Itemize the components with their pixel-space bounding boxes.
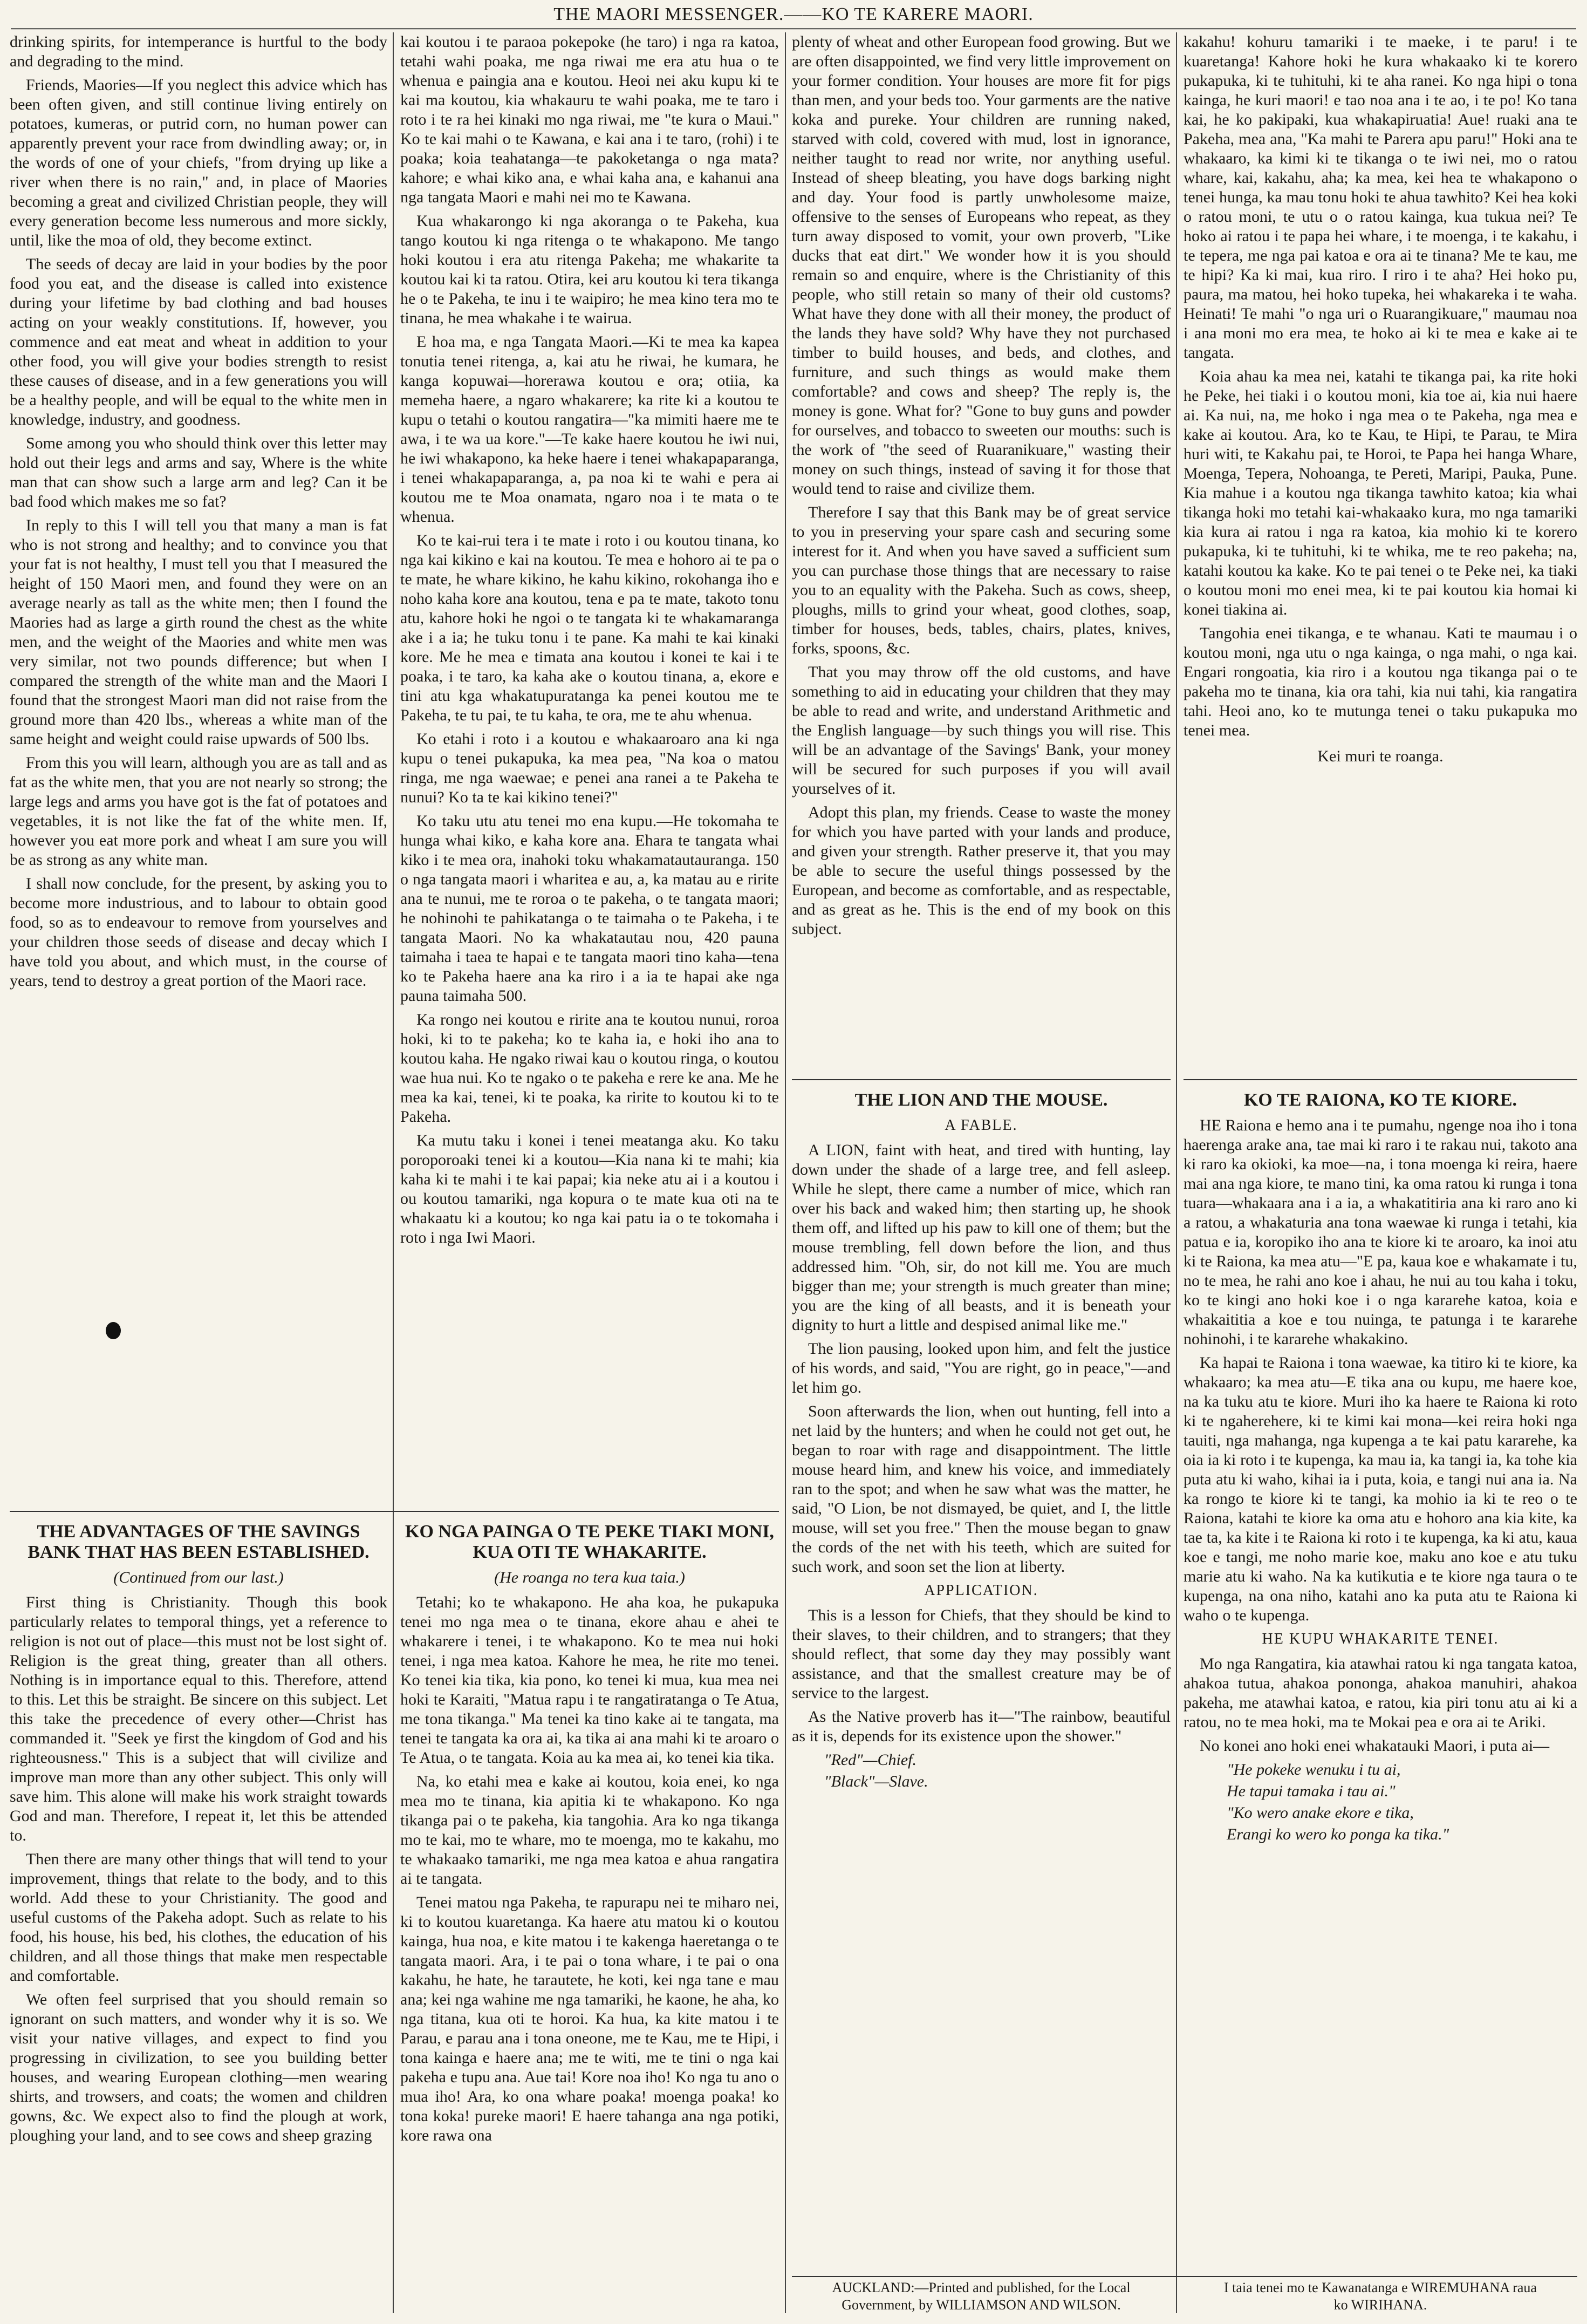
paragraph: Ko te kai-rui tera i te mate i roto i ou koutou tinana, ko nga kai kikino e kai na koutou. Te mea e hohoro ai te pa o te mate, he whare kikino, he kahu kikino, rokohanga iho e noho kaha kore ana koutou, tena e pa te mate, takoto tonu atu, kahore hoki he ngoi o te tangata ki te whakamaranga ake i a ia; he tuku tonu i te pane. Ka mahi te kai kinaki kore. Me he mea e timata ana koutou i konei te kai i te poaka, i te taro, ka kaha ake o koutou tinana, a, ekore e tini atu kga whakatupuratanga ka penei koutou me te Pakeha, te tu pai, te tu kaha, te ora, me te ahu whenua. (400, 531, 779, 724)
application-heading: APPLICATION. (924, 1582, 1038, 1599)
paragraph: Kua whakarongo ki nga akoranga o te Pakeha, kua tango koutou ki nga ritenga o te whakapono. Me tango hoki koutou i era atu ritenga Pakeha; me whakarite ta koutou kai ki ta ratou. Otira, kei aru koutou ki tera tikanga he o te Pakeha, te inu i te waipiro; he mea kino tera mo te tinana, he mea whakahe i te wairua. (400, 212, 779, 327)
paragraph: From this you will learn, although you are as tall and as fat as the white men, that you are not nearly so strong; the large legs and arms you have got is the fat of potatoes and vegetables, it is not like the fat of the white men. If, however you eat more pork and wheat I am sure you will be as strong as any white man. (10, 754, 387, 869)
article-title: KO NGA PAINGA O TE PEKE TIAKI MONI, KUA OTI TE WHAKARITE. (405, 1522, 774, 1562)
paragraph: No konei ano hoki enei whakatauki Maori, i puta ai— (1200, 1737, 1550, 1755)
section-rule (792, 1079, 1171, 1080)
paragraph: Ko taku utu atu tenei mo ena kupu.—He tokomaha te hunga whai kiko, e kaha kore ana. Ehara te tangata whai kiko i te mea ora, inahoki toku whakamatautauranga. 150 o nga tangata maori i wharitea e au, a, ka matau au e ririte ana te nunui, me te roroa o te pakeha, o te tangata maori; he nohinohi te pahikatanga o te taimaha o te Pakeha, i te tangata Maori. No ka whakatautau nou, 420 pauna taimaha i taea te hapai e te tangata maori tino kaha—tena ko te Pakeha haere ana ka riro i a ia te hapai ake nga pauna taimaha 500. (400, 812, 779, 1005)
proverb-line: "Ko wero anake ekore e tika, (1227, 1804, 1414, 1822)
proverb-line: "He pokeke wenuku i tu ai, (1227, 1761, 1401, 1778)
imprint-maori (1184, 2279, 1577, 2314)
paragraph: We often feel surprised that you should remain so ignorant on such matters, and wonder why it is so. We visit your native villages, and expect to find you progressing in civilization, to see you building better houses, and wearing European clothing—men wearing shirts, and trowsers, and coats; the women and children gowns, &c. We expect also to find the plough at work, ploughing your land, and to see cows and sheep grazing (10, 1991, 387, 2144)
fable-title: THE LION AND THE MOUSE. (854, 1090, 1108, 1110)
column-4-savings-bank-continued-maori (1184, 32, 1577, 771)
paragraph: Koia ahau ka mea nei, katahi te tikanga pai, ka rite hoki he Peke, hei tiaki i o koutou moni, kia toe ai, kia nui haere ai. Ka nui, na, me hoko i nga mea o te Pakeha, nga mea e kake ai koutou. Ara, ko te Kau, te Hipi, te Parau, te Mira huri witi, te Kakahu pai, te Horoi, te Papa hei hanga Whare, Moenga, Tepera, Nohoanga, te Pereti, Maripi, Pauka, Pune. Kia mahue i a koutou nga tikanga tawhito katoa; kia whai tikanga hoki mo tetahi kai-whakaako kura, mo nga tamariki kia kura ai ratou i nga ra katoa, kia mohio ki te korero pukapuka, ki te tuhituhi, ki te whika, me te reo pakeha; na, katahi koutou ka kake. Ko te pai tenei o te Peke nei, ka tiaki o koutou moni mo enei mea, ki te pai koutou kia homai ki konei tiakina ai. (1184, 367, 1577, 618)
imprint-english (792, 2279, 1171, 2314)
paragraph: I shall now conclude, for the present, by asking you to become more industrious, and to labour to obtain good food, so as to endeavour to remove from yourselves and your children those seeds of disease and decay which I have told you about, and which must, in the course of years, tend to destroy a great portion of the Maori race. (10, 875, 387, 990)
paragraph: Ka mutu taku i konei i tenei meatanga aku. Ko taku poroporoaki tenei ki a koutou—Kia nana ki te mahi; kia kaha ki te mahi i te kai papai; kia neke atu ai i a koutou i ou koutou tamariki, nga kopura o te mate kua oti na te whakaatu ki a koutou; ko nga kai patu ia o te tokomaha i roto i nga Iwi Maori. (400, 1132, 779, 1246)
fable-lion-and-mouse (792, 1085, 1171, 1794)
column-3-savings-bank-continued (792, 32, 1171, 943)
proverb-line: Erangi ko wero ko ponga ka tika." (1227, 1825, 1449, 1843)
section-rule (10, 1511, 779, 1512)
paragraph: Soon afterwards the lion, when out hunting, fell into a net laid by the hunters; and when he could not get out, he began to roar with rage and disappointment. The little mouse heard him, and knew his voice, and immediately ran to the spot; and when he saw what was the matter, he said, "O Lion, be not dismayed, be quiet, and I, the little mouse, will set you free." Then the mouse began to gnaw the cords of the net with his teeth, which are suited for such work, and soon set the lion at liberty. (792, 1402, 1171, 1576)
section-rule (1184, 1079, 1577, 1080)
paragraph: Ka rongo nei koutou e ririte ana te koutou nunui, roroa hoki, ki to te pakeha; ko te kaha ia, e hoki iho ana to koutou kaha. He ngako riwai kau o koutou ringa, o koutou wae hua nui. Ko te ngako o te pakeha e rere ke ana. Me he mea ka kai, tenei, ki te poaka, ka ririte to koutou ki to te Pakeha. (400, 1011, 779, 1126)
imprint-line: Government, by WILLIAMSON AND WILSON. (842, 2297, 1121, 2313)
paragraph: Ko etahi i roto i a koutou e whakaaroaro ana ki nga kupu o tenei pukapuka, ka mea pea, "Na koa o matou ringa, me nga waewae; e penei ana ranei a te Pakeha te nunui? Ko ta te kai kikino tenei?" (400, 730, 779, 806)
paragraph: plenty of wheat and other European food growing. But we are often disappointed, we find very little improvement on your former condition. Your houses are more fit for pigs than men, and your beds too. Your garments are the native koka and pureke. Your children are running naked, starved with cold, covered with mud, lost in ignorance, neither taught to read nor write, nor anything useful. Instead of sheep bleating, you have dogs barking night and day. Your food is partly unwholesome maize, offensive to the senses of Europeans who repeat, as they turn away disposed to vomit, your own proverb, "Like ducks that eat dirt." We wonder how it is you should remain so and enquire, where is the Christianity of this people, who still retain so many of their old customs? What have they done with all their money, the product of the lands they have sold? Why have they not purchased timber to build houses, and beds, and clothes, and furniture, and such things as would make them comfortable? and cows and sheep? The reply is, the money is gone. What for? "Gone to buy guns and powder for ourselves, and tobacco to sweeten our mouths: such is the work of "the seed of Ruaranikuare," wasting their money on such things, instead of saving it for those that would tend to raise and civilize them. (792, 33, 1171, 497)
column-2-health-article-maori (400, 32, 779, 1252)
paragraph: kai koutou i te paraoa pokepoke (he taro) i nga ra katoa, tetahi wahi poaka, me nga riwai me era atu hua o te whenua e paingia ana e koutou. Heoi nei aku kupu ki te kai ma koutou, kia whakauru te wahi poaka, me te taro i roto i te ra hei kinaki mo nga riwai, me "te kura o Maui." Ko te kai mahi o te Kawana, e kai ana i te taro, (rohi) i te poaka; koia teahatanga—te pakoketanga o nga mata? kahore; e whai kiko ana, e whai kaha ana, e kahanui ana nga tangata Maori e mahi nei mo te Kawana. (400, 33, 779, 206)
ink-blot (106, 1322, 121, 1339)
savings-bank-article (10, 1516, 387, 2150)
paragraph: drinking spirits, for intemperance is hurtful to the body and degrading to the mind. (10, 33, 387, 70)
paragraph: The lion pausing, looked upon him, and felt the justice of his words, and said, "You are right, go in peace,"—and let him go. (792, 1340, 1171, 1396)
masthead-rule (11, 28, 1576, 30)
paragraph: Therefore I say that this Bank may be of great service to you in preserving your spare cash and securing some interest for it. And when you have saved a sufficient sum you can purchase those things that are necessary to raise you to an equality with the Pakeha. Such as cows, sheep, ploughs, mills to grind your wheat, good clothes, soap, timber for houses, beds, tables, chairs, plates, knives, forks, spoons, &c. (792, 503, 1171, 657)
paragraph: In reply to this I will tell you that many a man is fat who is not strong and healthy; and to convince you that your fat is not healthy, I must tell you that I measured the height of 150 Maori men, and found they were on an average nearly as tall as the white men; then I found the Maories had as large a girth round the chest as the white men, and the weight of the Maories and white men was very similar, not two pounds difference; but when I compared the strength of the white man and the Maori I found that the strongest Maori man did not raise from the ground more than 420 lbs., whereas a white man of the same height and weight could raise upwards of 500 lbs. (10, 516, 387, 748)
continued-note: (He roanga no tera kua taia.) (494, 1569, 685, 1586)
fable-title: KO TE RAIONA, KO TE KIORE. (1243, 1090, 1517, 1110)
paragraph: HE Raiona e hemo ana i te pumahu, ngenge noa iho i tona haerenga arake ana, tae mai ki raro i te rakau nui, takoto ana ki raro ka okioki, ka moe—na, i tona moenga ki reira, haere mai ana nga kiore, te mano tini, ka oma ratou ki runga i tona tuara—whakaara ana i a ia, a whakatitiria ana ki raro ano ki a ratou, a whakaturia ana tona waewae ki runga i tetahi, kia patua e ia, koropiko iho ana te kiore ki te aroaro, ka inoi atu ki te Raiona, ka mea atu—"E pa, kaua koe e whakamate i tu, no te mea, he rahi ano koe i ahau, he nui au tou kaha i toku, ko te kingi ano hoki koe i o nga kararehe katoa, koia e whakaititia a koe e tou nuinga, te patunga i te kararehe nohinohi, i te kararehe whakakino. (1184, 1116, 1577, 1348)
column-divider (1176, 32, 1177, 2313)
continued-signoff: Kei muri te roanga. (1317, 747, 1444, 765)
paragraph: Tetahi; ko te whakapono. He aha koa, he pukapuka tenei mo nga mea o te tinana, ekore ahau e ahei te whakarere i tenei, i te whakapono. Ko te mea nui hoki tenei, i nga mea katoa. Kahore he mea, he rite mo tenei. Ko tenei kia tika, kia pono, ko tenei ki mua, kua mea nei hoki te Karaiti, "Matua rapu i te rangatiratanga o Te Atua, me tona tikanga." Ma tenei ka tino kake ai te tangata, ma tenei te tangata ka ora ai, ka tika ai ana mahi ki te aroaro o Te Atua, o te tangata. Koia au ka mea ai, ko tenei kia tika. (400, 1593, 779, 1767)
paragraph: Adopt this plan, my friends. Cease to waste the money for which you have parted with your lands and produce, and given your strength. Rather preserve it, that you may be able to secure the useful things possessed by the European, and become as comfortable, and as respectable, and as great as he. This is the end of my book on this subject. (792, 803, 1171, 938)
paragraph: Tenei matou nga Pakeha, te rapurapu nei te miharo nei, ki to koutou kuaretanga. Ka haere atu matou ki o koutou kainga, hua noa, e kite matou i te kakenga haeretanga o te tangata maori. Ara, i te pai o tona whare, i te pai o ona kakahu, he hate, he tarautete, he koti, kei nga tane e mau ana; kei nga wahine me nga tamariki, he kaone, he aha, ko nga titana, kua oti te horoi. Ka hua, ka kite matou i te Parau, e parau ana i tona oneone, me te Kau, me te Hipi, i tona kainga e haere ana; me te witi, me te tini o nga kai pakeha e tupu ana. Aue tai! Kore noa iho! Ko nga tu ano o mua iho! Ara, ko ona whare poaka! moenga poaka! ko tona koka! pureke maori! E haere tahanga ana nga potiki, kore rawa ona (400, 1893, 779, 2144)
paragraph: Mo nga Rangatira, kia atawhai ratou ki nga tangata katoa, ahakoa tutua, ahakoa pononga, ahakoa manuhiri, ahakoa pakeha, me atawhai katoa, e ratou, kia piri tonu atu ai ki a ratou, no te mea hoki, ma te Mokai pea e ora ai te Ariki. (1184, 1655, 1577, 1731)
gloss-red: "Red"—Chief. (824, 1751, 917, 1769)
paragraph: This is a lesson for Chiefs, that they should be kind to their slaves, to their children, and to strangers; that they should reflect, that some day they may possibly want assistance, and that the smallest creature may be of service to the largest. (792, 1606, 1171, 1702)
paragraph: A LION, faint with heat, and tired with hunting, lay down under the shade of a large tree, and fell asleep. While he slept, there came a number of mice, which ran over his back and waked him; then starting up, he shook them off, and lifted up his paw to kill one of them; but the mouse trembling, fell down before the lion, and thus addressed him. "Oh, sir, do not kill me. You are much bigger than me; your strength is much greater than mine; you are the king of all beasts, and it is beneath your dignity to hurt a little and despised animal like me." (792, 1141, 1171, 1334)
fable-lion-and-mouse-maori (1184, 1085, 1577, 1846)
column-1-health-article (10, 32, 387, 995)
continued-note: (Continued from our last.) (113, 1569, 284, 1586)
masthead-title: THE MAORI MESSENGER.——KO TE KARERE MAORI. (553, 4, 1034, 24)
imprint-line: I taia tenei mo te Kawanatanga e WIREMUHANA raua (1224, 2280, 1537, 2295)
paragraph: Tangohia enei tikanga, e te whanau. Kati te maumau i o koutou moni, nga utu o nga kainga, o nga mahi, o nga kai. Engari rongoatia, kia riro i a koutou nga tikanga pai o te pakeha mo te tinana, kia ora tahi, kia nui tahi, kia rangatira tahi. Heoi ano, ko te mutunga tenei o taku pukapuka mo tenei mea. (1184, 624, 1577, 739)
paragraph: Ka hapai te Raiona i tona waewae, ka titiro ki te kiore, ka whakaaro; ka mea atu—E tika ana ou kupu, me haere koe, na ka tuku atu te kiore. Muri iho ka haere te Raiona ki roto ki te ngaherehere, ki te kimi kai mona—kei reira hoki nga tauiti, nga mahanga, nga kupenga a te kai patu kararehe, ka oia ia ki roto i te kupenga, ka mau ia, ka tangi ia, ka tohe kia puta atu ki waho, kihai ia i puta, koia, e tangi nui ana ia. Na ka rongo te kiore ki te tangi, ka mohio ia ki te reo o te Raiona, katahi te kiore ka oma atu e hohoro ana kia kite, ka tae ta, ka kite i te Raiona ki roto i te kupenga, ka ki atu, kaua koe e tangi, me noho marie koe, maku ano koe e atu tuku marie atu ki waho. Na ka kutikutia e te kiore nga taura o te kupenga, na ona niho, katahi ano ka puta atu te Raiona ki waho o te kupenga. (1184, 1354, 1577, 1624)
paragraph: First thing is Christianity. Though this book particularly relates to temporal things, yet a reference to religion is not out of place—this must not be lost sight of. Religion is the great thing, greater than all others. Nothing is in importance equal to this. Therefore, attend to this. Let this be straight. Be sincere on this subject. Let this take the precedence of every other—Christ has commanded it. "Seek ye first the kingdom of God and his righteousness." This is a subject that will civilize and improve man more than any other subject. This only will save him. This alone will make his work straight towards God and man. Therefore, I repeat it, let this be attended to. (10, 1593, 387, 1844)
paragraph: Then there are many other things that will tend to your improvement, things that relate to the body, and to this world. Add these to your Christianity. The good and useful customs of the Pakeha adopt. Such as relate to his food, his house, his bed, his clothes, the education of his children, and all those things that make men respectable and comfortable. (10, 1850, 387, 1985)
paragraph: Some among you who should think over this letter may hold out their legs and arms and say, Where is the white man that can show such a large arm and leg? Can it be bad food which makes me so fat? (10, 434, 387, 510)
paragraph: kakahu! kohuru tamariki i te maeke, i te paru! i te kuaretanga! Kahore hoki he kura whakaako ki te korero pukapuka, ki te tuhituhi, ki te aha ranei. Ko nga hipi o tona kainga, he kuri maori! e tao noa ana i te ao, i te po! Ko tana kai, he ko pakipaki, kua whakapiruatia! Aue! ruaki ana te Pakeha, mea ana, "Ka mahi te Parera apu paru!" Hoki ana te whakaaro, ka kimi ki te tikanga o te iwi nei, mo o ratou whare, kai, kakahu, aha; ka mea, kei hea te whakapono o tenei hunga, ka mau tonu hoki te ahua tawhito? Kei hea koki o ratou moni, te utu o o ratou kainga, kua tukua nei? Te hoko ai ratou i te papa hei whare, i te moenga, i te kakahu, i te tepera, me nga pai katoa e ora ai te tinana? Me te kau, me te hipi? Ka ki mai, kua riro. I riro i te aha? Hei hoko pu, paura, ma matou, hei hoko tupeka, hei whakareka i te waha. Heinati! Te mahi "o nga uri o Ruarangikuare," maumau noa i ana moni mo era mea, te hoko ai ki te mea e kake ai te tangata. (1184, 33, 1577, 362)
paragraph: Na, ko etahi mea e kake ai koutou, koia enei, ko nga mea mo te tinana, kia apitia ki te whakapono. Ko nga tikanga pai o te pakeha, kia tangohia. Ara ko nga tikanga mo te kai, mo te whare, mo te moenga, mo te kakahu, mo te whakaako tamariki, me nga mea katoa e ahua rangatira ai te tangata. (400, 1773, 779, 1887)
imprint-rule (792, 2276, 1577, 2277)
article-title: THE ADVANTAGES OF THE SAVINGS BANK THAT HAS BEEN ESTABLISHED. (28, 1522, 370, 1562)
column-divider (393, 32, 394, 2313)
application-heading: HE KUPU WHAKARITE TENEI. (1262, 1631, 1499, 1647)
imprint-line: ko WIRIHANA. (1333, 2297, 1427, 2313)
paragraph: Friends, Maories—If you neglect this advice which has been often given, and still continue living entirely on potatoes, kumeras, or putrid corn, no human power can apparently prevent your race from dwindling away; or, in the words of one of your chiefs, "from drying up like a river when there is no rain," and, in place of Maories becoming a great and civilized Christian people, they will every generation become less numerous and more sickly, until, like the moa of old, they become extinct. (10, 76, 387, 249)
gloss-black: "Black"—Slave. (824, 1773, 928, 1790)
proverb-line: He tapui tamaka i tau ai." (1227, 1782, 1396, 1800)
paragraph: The seeds of decay are laid in your bodies by the poor food you eat, and the disease is called into existence during your lifetime by bad clothing and bad houses acting on your weakly constitutions. If, however, you commence and eat meat and wheat in addition to your other food, you will give your bodies strength to resist these causes of disease, and in a few generations you will be a healthy people, and will be equal to the white men in knowledge, industry, and goodness. (10, 255, 387, 428)
paragraph: That you may throw off the old customs, and have something to aid in educating your children that they may be able to read and write, and understand Arithmetic and the English language—by such things you will rise. This will be an advantage of the Savings' Bank, your money will be secured for such purposes if you will avail yourselves of it. (792, 663, 1171, 798)
savings-bank-article-maori (400, 1516, 779, 2150)
paragraph: As the Native proverb has it—"The rainbow, beautiful as it is, depends for its existence upon the shower." (792, 1708, 1171, 1745)
column-divider (785, 32, 786, 2313)
fable-subtitle: A FABLE. (945, 1117, 1018, 1134)
paragraph: E hoa ma, e nga Tangata Maori.—Ki te mea ka kapea tonutia tenei ritenga, a, kai atu he riwai, he kumara, he kanga kopuwai—horerawa koutou e ora; otiia, ka memeha haere, a ngaro whakarere; ka rite ki a koutou te kupu o tetahi o koutou rangatira—"ka mimiti haere me te awa, i te wa ua kore."—Te kake haere koutou he iwi nui, he iwi whakapono, ka heke haere i tenei whakapaparanga, i tenei whakapaparanga, a, pa noa ki te wahi e pera ai koutou me te Moa onamata, ngaro noa i te mata o te whenua. (400, 333, 779, 526)
imprint-line: AUCKLAND:—Printed and published, for the Local (832, 2280, 1131, 2295)
